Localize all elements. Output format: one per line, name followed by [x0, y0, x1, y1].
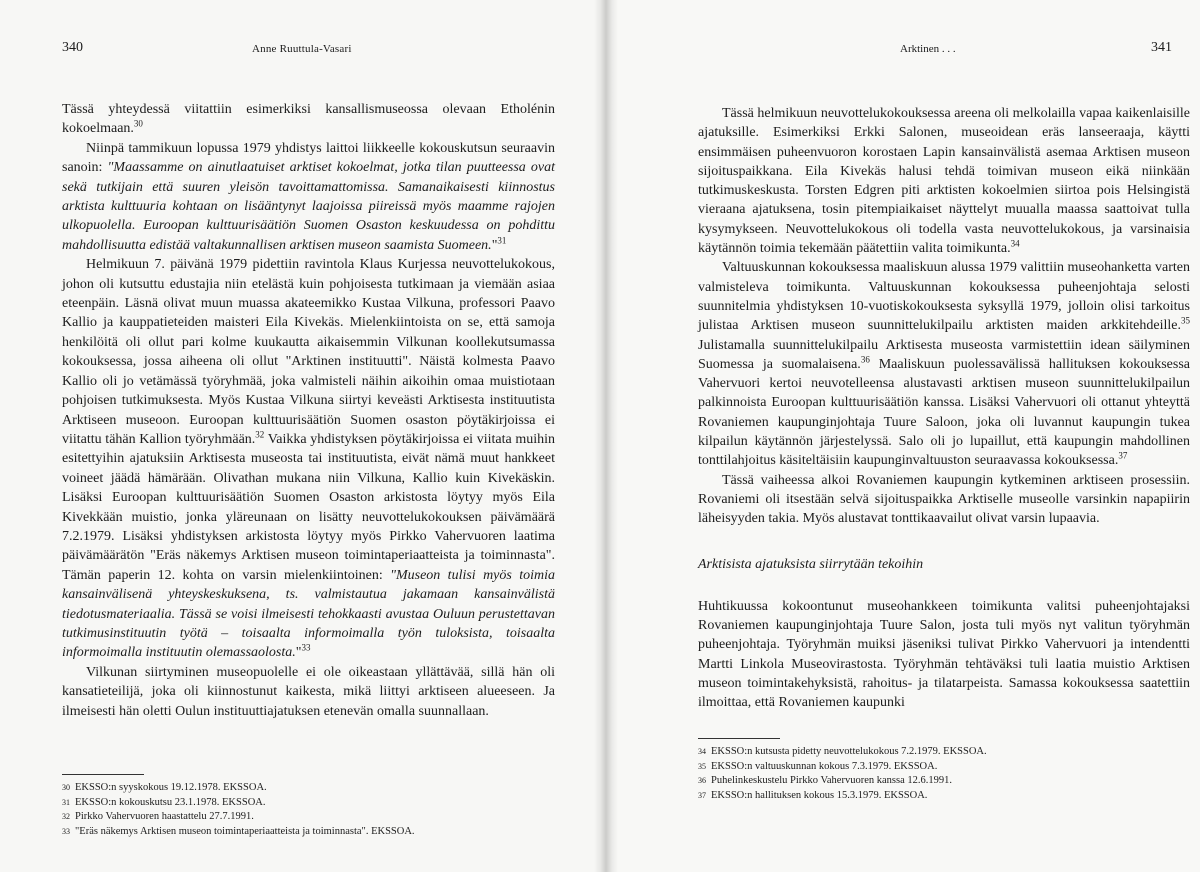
footnote-ref[interactable]: 35 [1181, 315, 1190, 326]
page-number-left: 340 [62, 40, 83, 55]
paragraph [62, 255, 555, 663]
paragraph [698, 104, 1190, 258]
quote-mark: " [295, 645, 302, 661]
footnote-rule [62, 774, 144, 775]
footnote [698, 760, 1158, 775]
footnote [62, 810, 522, 825]
paragraph-text: Julistamalla suunnittelukilpailu Arktisesta museosta varmistettiin idean säilyminen Suomessa ja suomalaisena. [698, 337, 1190, 372]
footnote [62, 825, 522, 840]
footnote [698, 789, 1158, 804]
paragraph-text: Valtuuskunnan kokouksessa maaliskuun alussa 1979 valittiin museohanketta varten valmisteleva toimikunta. Valtuuskunnan kokouksessa puheenjohtaja selosti suunnitelmia yhdistyksen 10-vuotiskokouksesta syksyllä 1979, jolloin olisi tarkoitus julistaa Arktisen museon suunnittelukilpailu arktisten maiden arkkitehdeille. [698, 260, 1190, 334]
paragraph-text: Maaliskuun puolessavälissä hallituksen kokouksessa Vahervuori kertoi neuvotelleensa alustavasti arktisen museon suunnittelukilpailun palkinnoista Euroopan kulttuurisäätiön kanssa. Lisäksi Vahervuori oli ottanut yhteyttä Rovaniemen kaupunginjohtaja Tuure Saloon, joka oli luvannut kaupungin tukea kilpailun käytännön järjestelyssä. Salo oli jo lupaillut, että kaupungin mahdollinen tonttilahjoitus käsiteltäisiin kaupunginvaltuuston seuraavassa kokouksessa. [698, 356, 1190, 469]
footnote [62, 781, 522, 796]
quotation: "Maassamme on ainutlaatuiset arktiset kokoelmat, jotka tilan puutteessa ovat sekä tutkijain että suuren yleisön tavoittamattomissa. Samanaikaisesti kiinnostus arktista kulttuuria kohtaan on lisääntynyt laajoissa piireissä myös maamme rajojen ulkopuolella. Euroopan kulttuurisäätiön Suomen Osaston keskuudessa on pohdittu mahdollisuutta edistää valtakunnallisen arktisen museon saamista Suomeen. [62, 160, 555, 253]
paragraph-text: Niinpä tammikuun lopussa 1979 yhdistys laittoi liikkeelle kokouskutsun seuraavin sanoin: [62, 140, 555, 176]
footnote-ref[interactable]: 32 [255, 429, 265, 440]
right-body-text [698, 104, 1190, 713]
footnote [698, 745, 1158, 760]
running-head-title: Arktinen . . . [900, 43, 956, 55]
footnote [698, 774, 1158, 789]
footnote-ref[interactable]: 34 [1010, 238, 1020, 249]
paragraph [62, 139, 555, 255]
quote-mark: " [491, 237, 498, 253]
footnote-number: 36 [698, 776, 706, 785]
paragraph-text: Helmikuun 7. päivänä 1979 pidettiin ravintola Klaus Kurjessa neuvottelukokous, johon oli kutsuttu edustajia niin etelästä kuin pohjoisesta tutkimaan ja viemään asiaa eteenpäin. Läsnä olivat muun muassa akateemikko Kustaa Vilkuna, professori Paavo Kallio ja kauppatieteiden maisteri Eila Kivekäs. Mielenkiintoista on se, että samoja henkilöitä oli ollut pari kolme kuukautta aikaisemmin Vilkunan koollekutsumassa kokouksessa, jossa aiheena oli ollut "Arktinen instituutti". Näistä kolmesta Paavo Kallio oli jo vetämässä työryhmää, joka valmisteli näihin aikoihin omaa muistiotaan pohjoisen tutkimuksesta. Myös Kustaa Vilkuna siirtyi keveästi Arktisesta instituutista Arktiseen museoon. Euroopan kulttuurisäätiön Suomen osaston pöytäkirjoissa ei viitattu tähän Kallion työryhmään. [62, 257, 555, 447]
paragraph: Vilkunan siirtyminen museopuolelle ei ole oikeastaan yllättävää, sillä hän oli kansatieteilijä, joka oli kiinnostunut kaikesta, mikä liittyi arktiseen alueeseen. Ja ilmeisesti hän oletti Oulun instituuttiajatuksen etenevän omalla suunnallaan. [62, 664, 555, 719]
footnote-rule [698, 738, 780, 739]
paragraph-text: Tässä helmikuun neuvottelukokouksessa areena oli melkolailla vapaa kaikenlaisille ajatuksille. Esimerkiksi Erkki Salonen, museoidean eräs lanseeraaja, käytti ensimmäisen puheenvuoron korostaen Lapin kansainvälistä asemaa Arktisen museon sijoituspaikkana. Eila Kivekäs halusi tehdä toimivan museon eikä niinkään tutkimuskeskusta. Torsten Edgren piti arktisten kokoelmien siirtoa pois Helsingistä vieraana ajatuksena, tosin pitempiaikaiset näyttelyt muualla maassa saattoivat tulla kysymykseen. Neuvottelukokous oli todella vasta neuvottelukokous, ja varsinaisia käytännön toimia tekemään päätettiin valita toimikunta. [698, 106, 1190, 257]
footnote-ref[interactable]: 36 [860, 354, 870, 365]
footnote-ref[interactable]: 30 [133, 118, 143, 129]
footnote-text: EKSSO:n kokouskutsu 23.1.1978. EKSSOA. [75, 796, 266, 808]
footnote-number: 33 [62, 826, 70, 836]
footnote-text: "Eräs näkemys Arktisen museon toimintaperiaatteista ja toiminnasta". EKSSOA. [75, 825, 415, 837]
paragraph [698, 258, 1190, 470]
page-number-right: 341 [1151, 40, 1172, 55]
footnote-number: 37 [698, 790, 706, 800]
footnote-number: 34 [698, 747, 706, 756]
footnote-text: Puhelinkeskustelu Pirkko Vahervuoren kanssa 12.6.1991. [711, 775, 952, 786]
paragraph-text: Vaikka yhdistyksen pöytäkirjoissa ei viitata muihin esitettyihin ajatuksiin Arktisesta museosta tai instituutista, eivät nämä muut hankkeet voineet jäädä hämärään. Olivathan mukana niin Vilkuna, Kallio kuin Kivekäskin. Lisäksi Euroopan kulttuurisäätiön Suomen Osaston arkistosta löytyy myös Eila Kivekkään muistio, jonka yläreunaan on lisätty neuvottelukokouksen päivämäärä 7.2.1979. Lisäksi yhdistyksen arkistosta löytyy myös Pirkko Vahervuoren laatima päivämäärätön "Eräs näkemys Arktisen museon toimintaperiaatteista ja toiminnasta". Tämän paperin 12. kohta on varsin mielenkiintoinen: [62, 431, 555, 583]
footnote-text: EKSSO:n syyskokous 19.12.1978. EKSSOA. [75, 782, 267, 793]
footnote-ref[interactable]: 31 [497, 235, 507, 246]
left-body-text [62, 100, 555, 721]
footnote-text: EKSSO:n kutsusta pidetty neuvottelukokous 7.2.1979. EKSSOA. [711, 746, 987, 757]
quotation: "Museon tulisi myös toimia kansainvälisenä yhteyskeskuksena, ts. valmistautua jakamaan kansainvälistä tiedotusmateriaalia. Tässä se voisi ilmeisesti tehokkaasti avustaa Ouluun perustettavan tutkimusinstituutin työtä – toisaalta informoimalla työn tuloksista, toisaalta informoimalla instituutin olemassaolosta. [62, 567, 555, 661]
footnote-text: EKSSO:n hallituksen kokous 15.3.1979. EKSSOA. [711, 789, 928, 801]
footnote-number: 32 [62, 812, 70, 821]
footnotes-right [698, 738, 1158, 803]
footnote-number: 35 [698, 761, 706, 771]
paragraph [62, 100, 555, 139]
footnote-text: EKSSO:n valtuuskunnan kokous 7.3.1979. EKSSOA. [711, 760, 938, 772]
footnote-number: 30 [62, 783, 70, 792]
paragraph: Tässä vaiheessa alkoi Rovaniemen kaupungin kytkeminen arktiseen prosessiin. Rovaniemi oli itsestään selvä sijoituspaikka Arktiselle museolle varsinkin napapiirin läheisyyden takia. Myös alustavat tonttikaavailut olivat varsin lupaavia. [698, 472, 1190, 527]
footnote-ref[interactable]: 37 [1118, 450, 1128, 461]
section-heading: Arktisista ajatuksista siirrytään tekoihin [698, 556, 924, 572]
footnote [62, 796, 522, 811]
footnote-number: 31 [62, 797, 70, 807]
right-page [600, 0, 1200, 872]
footnote-text: Pirkko Vahervuoren haastattelu 27.7.1991. [75, 811, 254, 822]
running-head-author: Anne Ruuttula-Vasari [252, 43, 352, 55]
book-gutter-shadow [594, 0, 618, 872]
footnote-ref[interactable]: 33 [301, 642, 311, 653]
paragraph-text: Tässä yhteydessä viitattiin esimerkiksi kansallismuseossa olevaan Etholénin kokoelmaan. [62, 102, 555, 137]
paragraph: Huhtikuussa kokoontunut museohankkeen toimikunta valitsi puheenjohtajaksi Rovaniemen kaupunginjohtaja Tuure Salon, josta tuli myös nyt valitun työryhmän puheenjohtaja. Työryhmän muiksi jäseniksi tulivat Pirkko Vahervuori ja intendentti Martti Linkola Museovirastosta. Työryhmän tehtäväksi tuli laatia muistio Arktisen museon toimintakehyksistä, rahoitus- ja tilatarpeista. Samassa kokouksessa saatettiin ilmoittaa, että Rovaniemen kaupunki [698, 598, 1190, 711]
footnotes-left [62, 774, 522, 839]
